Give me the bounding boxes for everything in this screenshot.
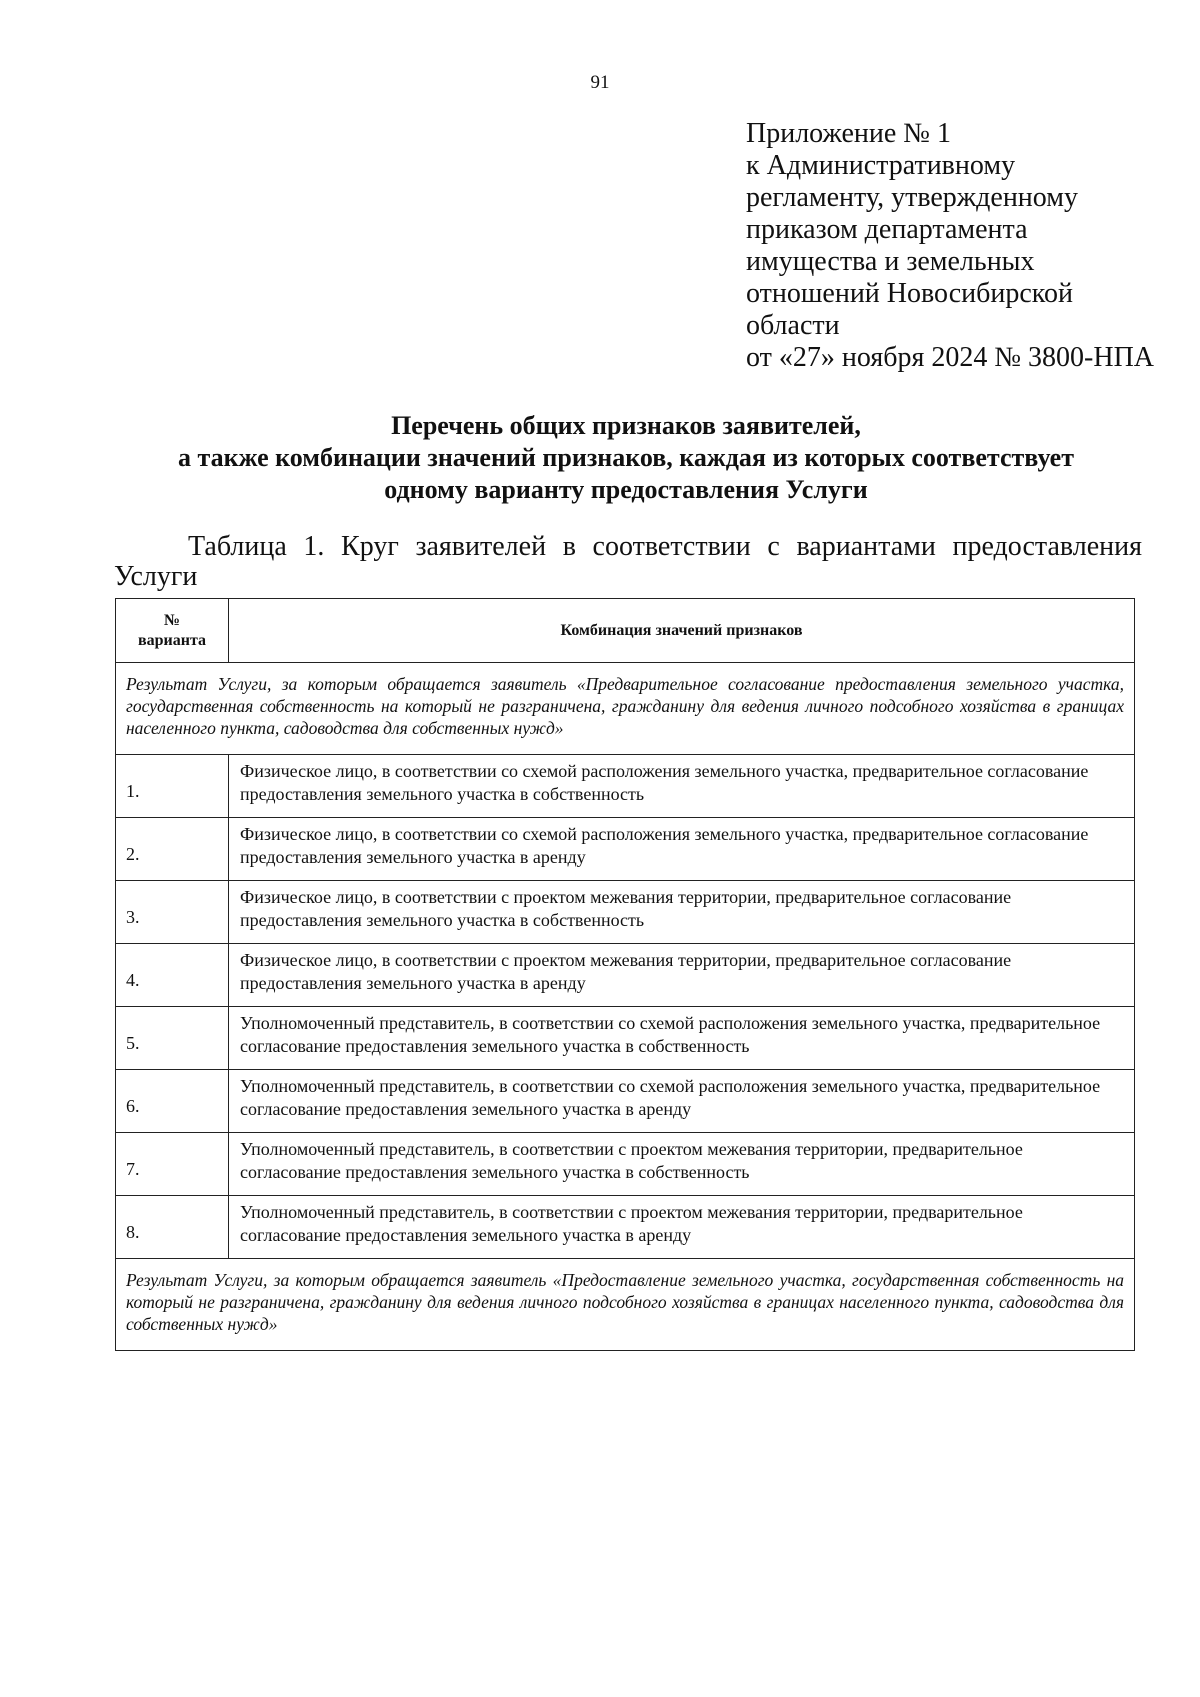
header-number-sign: № [163, 611, 181, 629]
title-line: Перечень общих признаков заявителей, [391, 411, 861, 440]
table-header-row [116, 599, 1135, 663]
appendix-line: приказом департамента [746, 214, 1028, 245]
page-number: 91 [590, 72, 610, 93]
result-row [116, 663, 1135, 755]
variant-text: Физическое лицо, в соответствии с проектом межевания территории, предварительное согласование предоставления земельного участка в аренду [229, 944, 1135, 1007]
document-title [110, 410, 1142, 506]
variant-number: 3. [116, 881, 229, 944]
table-row [116, 1007, 1135, 1070]
appendix-block [746, 118, 1166, 374]
table-row [116, 881, 1135, 944]
title-line: а также комбинации значений признаков, каждая из которых соответствует [178, 443, 1074, 472]
title-line: одному варианту предоставления Услуги [384, 475, 868, 504]
header-variant-number [116, 599, 229, 663]
appendix-line: от «27» ноября 2024 № 3800-НПА [746, 342, 1155, 373]
variant-text: Уполномоченный представитель, в соответствии со схемой расположения земельного участка, предварительное согласование предоставления земельного участка в собственность [229, 1007, 1135, 1070]
result-cell: Результат Услуги, за которым обращается заявитель «Предварительное согласование предоставления земельного участка, государственная собственность на который не разграничена, гражданину для ведения личного подсобного хозяйства в границах населенного пункта, садоводства для собственных нужд» [116, 663, 1135, 755]
variant-text: Физическое лицо, в соответствии со схемой расположения земельного участка, предварительное согласование предоставления земельного участка в собственность [229, 755, 1135, 818]
header-variant-label: варианта [137, 631, 207, 649]
variant-number: 6. [116, 1070, 229, 1133]
table-row [116, 755, 1135, 818]
appendix-line: отношений Новосибирской [746, 278, 1073, 309]
table-row [116, 1133, 1135, 1196]
table-row [116, 1070, 1135, 1133]
result-cell: Результат Услуги, за которым обращается заявитель «Предоставление земельного участка, государственная собственность на который не разграничена, гражданину для ведения личного подсобного хозяйства в границах населенного пункта, садоводства для собственных нужд» [116, 1259, 1135, 1351]
variant-text: Уполномоченный представитель, в соответствии с проектом межевания территории, предварительное согласование предоставления земельного участка в собственность [229, 1133, 1135, 1196]
variant-number: 5. [116, 1007, 229, 1070]
variant-number: 7. [116, 1133, 229, 1196]
appendix-line: Приложение № 1 [746, 118, 951, 149]
variant-number: 1. [116, 755, 229, 818]
appendix-line: к Административному [746, 150, 1016, 181]
variant-number: 4. [116, 944, 229, 1007]
table-caption: Таблица 1. Круг заявителей в соответствии с вариантами предоставления Услуги [114, 531, 1142, 592]
variant-text: Физическое лицо, в соответствии со схемой расположения земельного участка, предварительное согласование предоставления земельного участка в аренду [229, 818, 1135, 881]
variant-number: 2. [116, 818, 229, 881]
header-combination: Комбинация значений признаков [229, 599, 1135, 663]
variants-table [115, 598, 1135, 1351]
variant-text: Физическое лицо, в соответствии с проектом межевания территории, предварительное согласование предоставления земельного участка в собственность [229, 881, 1135, 944]
table-row [116, 1196, 1135, 1259]
appendix-line: области [746, 310, 840, 341]
variant-text: Уполномоченный представитель, в соответствии с проектом межевания территории, предварительное согласование предоставления земельного участка в аренду [229, 1196, 1135, 1259]
result-row [116, 1259, 1135, 1351]
variant-text: Уполномоченный представитель, в соответствии со схемой расположения земельного участка, предварительное согласование предоставления земельного участка в аренду [229, 1070, 1135, 1133]
variant-number: 8. [116, 1196, 229, 1259]
appendix-line: имущества и земельных [746, 246, 1035, 277]
table-row [116, 818, 1135, 881]
appendix-line: регламенту, утвержденному [746, 182, 1078, 213]
table-row [116, 944, 1135, 1007]
